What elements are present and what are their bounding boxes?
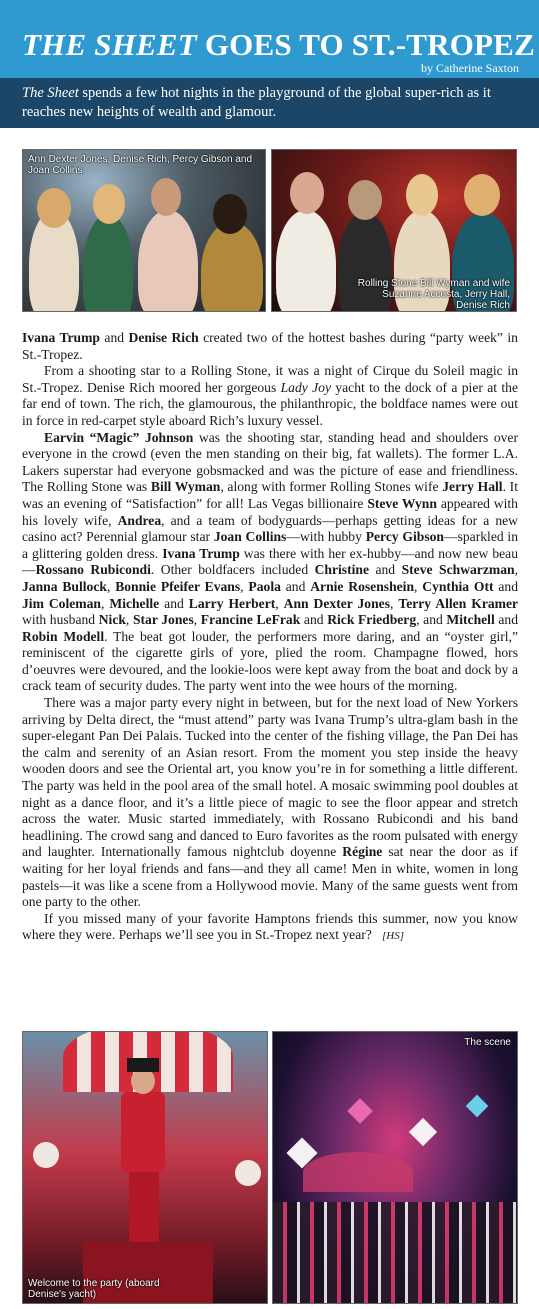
balloon <box>33 1142 59 1168</box>
star-lantern <box>347 1098 372 1123</box>
deck-rest: spends a few hot nights in the playground of the global super-rich as it reaches new heights of wealth and glamour. <box>22 85 491 120</box>
figure <box>83 214 133 312</box>
photo-caption: The scene <box>464 1037 511 1048</box>
star-lantern <box>466 1095 489 1118</box>
headline <box>22 27 535 62</box>
figure-head <box>213 194 247 234</box>
photo-bottom-right <box>272 1031 518 1304</box>
headline-italic: THE SHEET <box>22 27 197 62</box>
figure <box>201 222 263 312</box>
photo-caption: Rolling Stone Bill Wyman and wife Suzanne Accosta, Jerry Hall, Denise Rich <box>357 278 510 311</box>
performer-hat <box>127 1058 159 1072</box>
paragraph: Earvin “Magic” Johnson was the shooting star, standing head and shoulders over everyone in the crowd (even the men standing on their big, fat wallets). The former L.A. Lakers superstar had everyone gobsmacked and was the picture of ease and friendliness. The Rolling Stone was Bill Wyman, along with former Rolling Stones wife Jerry Hall. It was an evening of “Satisfaction” for all! Las Vegas billionaire Steve Wynn appeared with his lovely wife, Andrea, and a team of bodyguards—perhaps getting ideas for a new casino act? Perennial glamour star Joan Collins—with hubby Percy Gibson—sparkled in a glittering golden dress. Ivana Trump was there with her ex-hubby—and now new beau—Rossano Rubicondi. Other boldfacers included Christine and Steve Schwarzman, Janna Bullock, Bonnie Pfeifer Evans, Paola and Arnie Rosenshein, Cynthia Ott and Jim Coleman, Michelle and Larry Herbert, Ann Dexter Jones, Terry Allen Kramer with husband Nick, Star Jones, Francine LeFrak and Rick Friedberg, and Mitchell and Robin Modell. The beat got louder, the performers more daring, and an “oyster girl,” reminiscent of the cigarette girls of yore, plied the room. Champagne flowed, hors d’oeuvres were devoured, and the lookie-loos were kept away from the boat and dock by a crack team of security dudes. The party went into the wee hours of the morning. <box>22 429 519 694</box>
figure-head <box>464 174 500 216</box>
signature: [HS] <box>382 930 405 943</box>
star-lantern <box>409 1118 437 1146</box>
article-body <box>22 330 518 945</box>
figure-head <box>151 178 181 216</box>
photo-bottom-left <box>22 1031 268 1304</box>
photo-top-right <box>271 149 517 312</box>
photo-caption: Ann Dexter Jones, Denise Rich, Percy Gibson and Joan Collins <box>28 154 252 176</box>
crowd <box>273 1202 518 1304</box>
photo-top-left <box>22 149 266 312</box>
tent-roof <box>303 1152 413 1192</box>
photo-caption: Welcome to the party (aboard Denise's yacht) <box>28 1278 160 1300</box>
figure-head <box>406 174 438 216</box>
balloon <box>235 1160 261 1186</box>
figure <box>138 210 198 312</box>
figure <box>276 210 336 312</box>
deck-italic: The Sheet <box>22 85 79 101</box>
paragraph: If you missed many of your favorite Hamptons friends this summer, now you know where they were. Perhaps we’ll see you in St.-Tropez next year? [HS] <box>22 910 518 943</box>
stilt-performer <box>121 1092 165 1172</box>
figure-head <box>93 184 125 224</box>
figure-head <box>348 180 382 220</box>
headline-rest: GOES TO ST.-TROPEZ <box>196 27 535 62</box>
byline: by Catherine Saxton <box>421 61 519 75</box>
figure-head <box>290 172 324 214</box>
deck <box>22 84 522 122</box>
paragraph: There was a major party every night in between, but for the next load of New Yorkers arriving by Delta direct, the “must attend” party was Ivana Trump’s ultra-glam bash in the super-elegant Pan Dei Palais. Tucked into the center of the fishing village, the Pan Dei has the calm and serenity of an Asian resort. From the moment you step inside the heavy wooden doors and see the Oriental art, you know you’re in for something a little different. The party was held in the pool area of the small hotel. A mosaic swimming pool doubles at night as a dance floor, and it’s a little piece of magic to see the floor appear and stretch across the water. Music started immediately, with Rossano Rubicondi and his band headlining. The crowd sang and danced to Euro favorites as the room pulsated with energy and laughter. Internationally famous nightclub doyenne Régine sat near the door as if waiting for her loyal friends and fans—and they all came! Men in white, women in long pastels—it was like a scene from a Hollywood movie. Many of the same guests went from one party to the other. <box>22 695 518 910</box>
figure-head <box>37 188 71 228</box>
paragraph: From a shooting star to a Rolling Stone, it was a night of Cirque du Soleil magic in St.-Tropez. Denise Rich moored her gorgeous Lady Joy yacht to the dock of a pier at the far end of town. The rich, the glamourous, the philanthropic, the boldface names were out in force in red-carpet style aboard Rich’s luxury vessel. <box>22 363 518 428</box>
paragraph: Ivana Trump and Denise Rich created two of the hottest bashes during “party week” in St.-Tropez. <box>22 330 518 362</box>
